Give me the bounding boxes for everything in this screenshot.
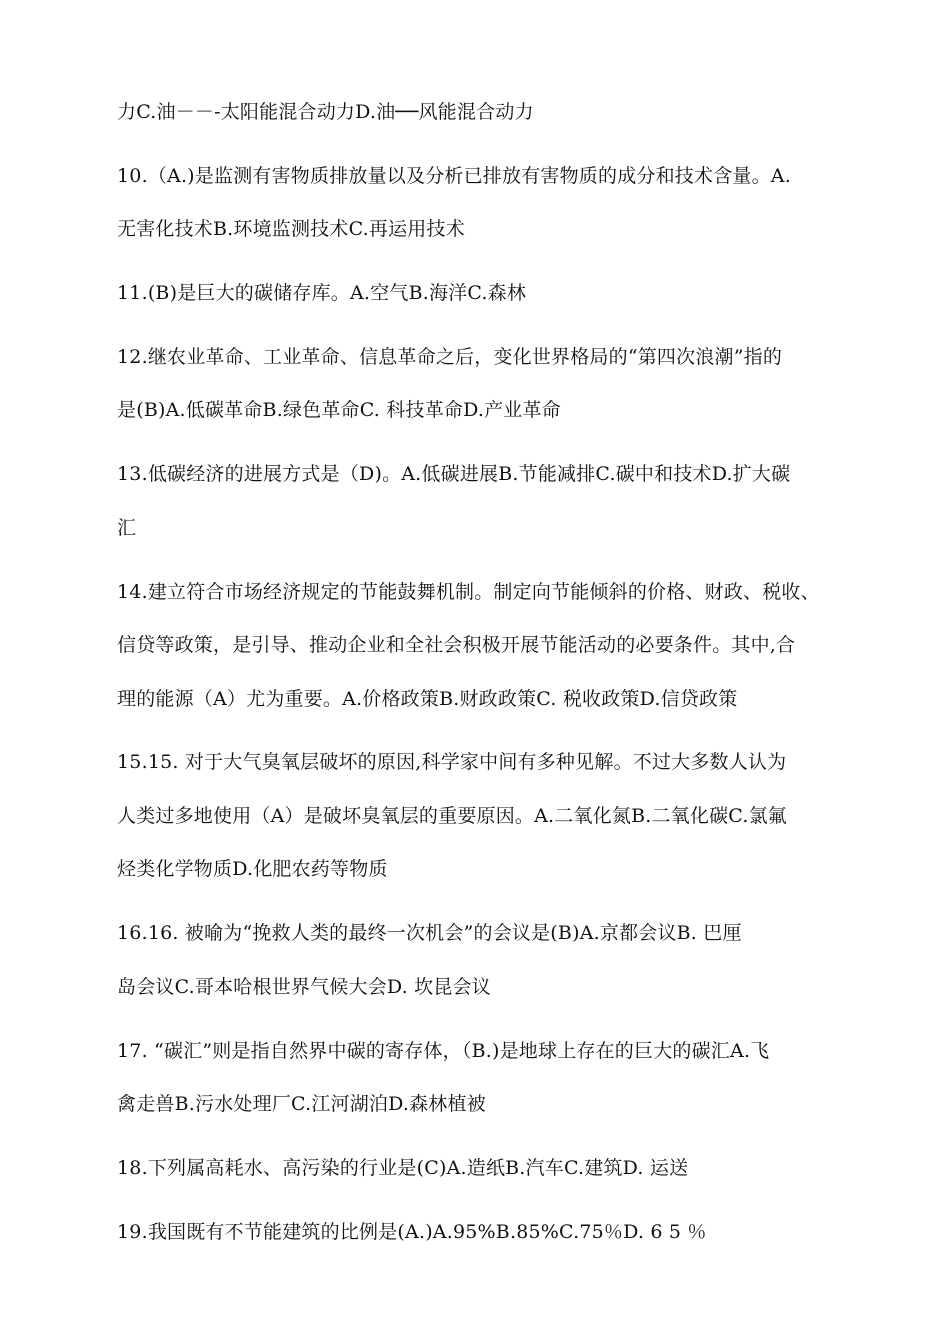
text-line: 16.16. 被喻为“挽救人类的最终一次机会”的会议是(B)A.京都会议B. 巴厘 xyxy=(117,922,742,944)
text-line: 是(B)A.低碳革命B.绿色革命C. 科技革命D.产业革命 xyxy=(117,399,561,421)
text-line: 15.15. 对于大气臭氧层破坏的原因,科学家中间有多种见解。不过大多数人认为 xyxy=(117,751,787,773)
text-line: 11.(B)是巨大的碳储存库。A.空气B.海洋C.森林 xyxy=(117,282,527,304)
text-line: 汇 xyxy=(117,517,137,539)
text-line: 14.建立符合市场经济规定的节能鼓舞机制。制定向节能倾斜的价格、财政、税收、 xyxy=(117,581,820,603)
text-line: 信贷等政策，是引导、推动企业和全社会积极开展节能活动的必要条件。其中,合 xyxy=(117,634,796,656)
text-line: 禽走兽B.污水处理厂C.江河湖泊D.森林植被 xyxy=(117,1093,486,1115)
text-line: 无害化技术B.环境监测技术C.再运用技术 xyxy=(117,218,465,240)
text-line: 17. “碳汇”则是指自然界中碳的寄存体，（B.)是地球上存在的巨大的碳汇A.飞 xyxy=(117,1040,770,1062)
text-line: 烃类化学物质D.化肥农药等物质 xyxy=(117,858,388,880)
text-line: 力C.油－－-太阳能混合动力D.油──风能混合动力 xyxy=(117,101,534,123)
text-line: 10.（A.)是监测有害物质排放量以及分析已排放有害物质的成分和技术含量。A. xyxy=(117,165,791,187)
text-line: 人类过多地使用（A）是破坏臭氧层的重要原因。A.二氧化氮B.二氧化碳C.氯氟 xyxy=(117,805,787,827)
text-line: 19.我国既有不节能建筑的比例是(A.)A.95%B.85%C.75％D. 6 5 ％ xyxy=(117,1221,707,1243)
text-line: 18.下列属高耗水、高污染的行业是(C)A.造纸B.汽车C.建筑D. 运送 xyxy=(117,1157,689,1179)
text-line: 理的能源（A）尤为重要。A.价格政策B.财政政策C. 税收政策D.信贷政策 xyxy=(117,688,738,710)
text-line: 岛会议C.哥本哈根世界气候大会D. 坎昆会议 xyxy=(117,976,491,998)
text-line: 13.低碳经济的进展方式是（D)。A.低碳进展B.节能减排C.碳中和技术D.扩大碳 xyxy=(117,463,791,485)
text-line: 12.继农业革命、工业革命、信息革命之后，变化世界格局的“第四次浪潮”指的 xyxy=(117,346,783,368)
